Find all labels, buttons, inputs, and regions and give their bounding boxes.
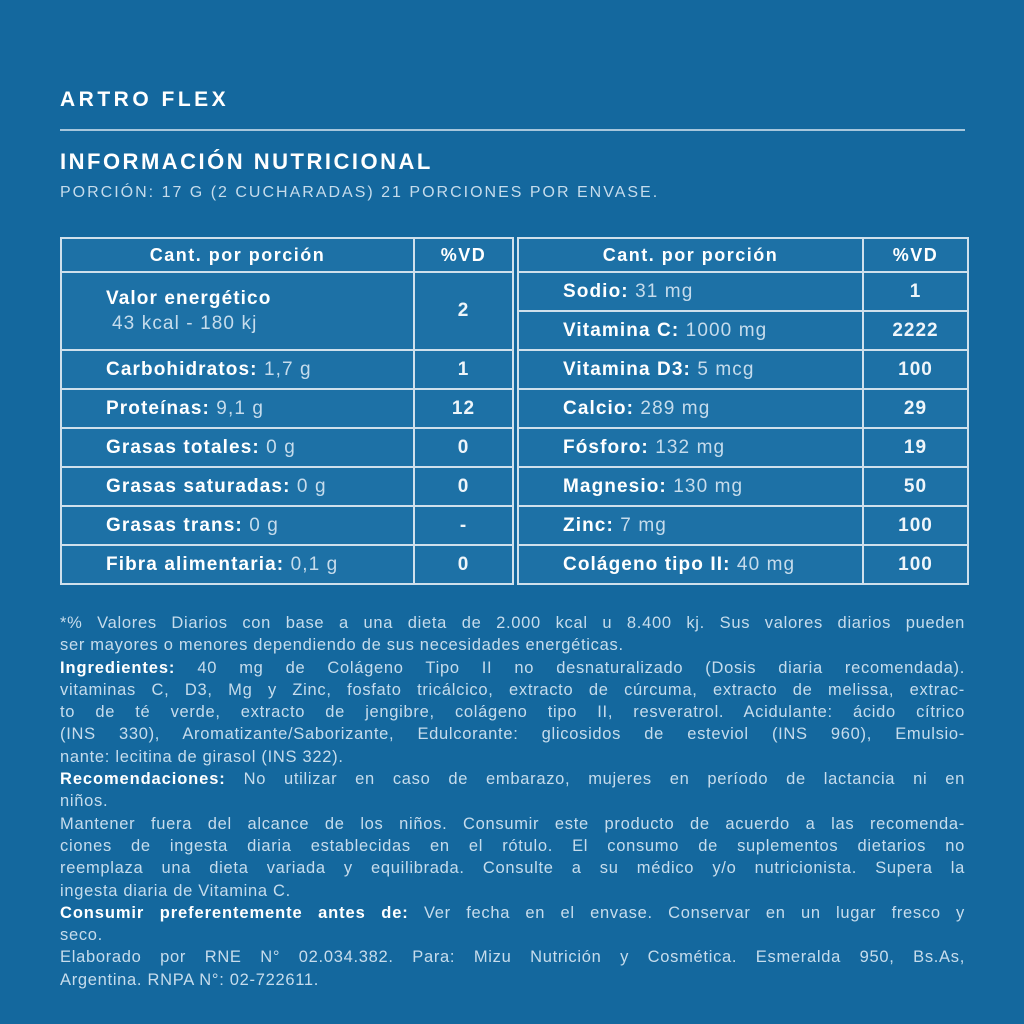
table-row	[61, 389, 513, 428]
table-row	[61, 506, 513, 545]
table-row	[518, 311, 968, 350]
table-row	[61, 545, 513, 584]
row-label: Magnesio: 130 mg	[518, 467, 863, 506]
nutrition-table-left	[60, 237, 514, 585]
row-percent-value: 0	[414, 545, 513, 584]
column-header-percent: %VD	[414, 238, 513, 272]
table-row	[518, 506, 968, 545]
footnote-line: Ingredientes: 40 mg de Colágeno Tipo II no desnaturalizado (Dosis diaria recomendada).	[60, 658, 965, 677]
table-row	[61, 350, 513, 389]
row-percent-value: 2	[414, 272, 513, 350]
table-row	[518, 467, 968, 506]
table-row	[61, 428, 513, 467]
row-percent-value: 19	[863, 428, 968, 467]
nutrition-tables	[60, 237, 965, 585]
row-label: Zinc: 7 mg	[518, 506, 863, 545]
row-label: Vitamina D3: 5 mcg	[518, 350, 863, 389]
footnotes	[60, 612, 965, 991]
footnote-line: reemplaza una dieta variada y equilibrada. Consulte a su médico y/o nutricionista. Supera la	[60, 859, 965, 878]
row-label: Calcio: 289 mg	[518, 389, 863, 428]
section-title: INFORMACIÓN NUTRICIONAL	[60, 149, 433, 174]
row-label: Grasas totales: 0 g	[61, 428, 414, 467]
table-row	[518, 389, 968, 428]
row-label: Carbohidratos: 1,7 g	[61, 350, 414, 389]
footnote-line: Elaborado por RNE N° 02.034.382. Para: Mizu Nutrición y Cosmética. Esmeralda 950, Bs.As,	[60, 948, 965, 967]
footnote-line: to de té verde, extracto de jengibre, colágeno tipo II, resveratrol. Acidulante: ácido cítrico	[60, 703, 965, 722]
footnote-line: ingesta diaria de Vitamina C.	[60, 881, 291, 900]
row-label: Vitamina C: 1000 mg	[518, 311, 863, 350]
table-row	[61, 272, 513, 350]
footnote-line: Argentina. RNPA N°: 02-722611.	[60, 970, 320, 989]
row-percent-value: -	[414, 506, 513, 545]
column-header-amount: Cant. por porción	[61, 238, 414, 272]
row-percent-value: 2222	[863, 311, 968, 350]
table-row	[61, 467, 513, 506]
row-percent-value: 100	[863, 350, 968, 389]
footnote-line: nante: lecitina de girasol (INS 322).	[60, 747, 344, 766]
row-percent-value: 0	[414, 428, 513, 467]
row-label: Proteínas: 9,1 g	[61, 389, 414, 428]
row-label: Sodio: 31 mg	[518, 272, 863, 311]
nutrition-table-right	[517, 237, 969, 585]
row-percent-value: 12	[414, 389, 513, 428]
row-percent-value: 1	[863, 272, 968, 311]
footnote-line: Recomendaciones: No utilizar en caso de embarazo, mujeres en período de lactancia ni en	[60, 770, 965, 789]
table-header-row	[61, 238, 513, 272]
column-header-percent: %VD	[863, 238, 968, 272]
brand-title: ARTRO FLEX	[60, 88, 230, 111]
row-label: Fósforo: 132 mg	[518, 428, 863, 467]
footnote-line: (INS 330), Aromatizante/Saborizante, Edulcorante: glicosidos de esteviol (INS 960), Emulsio-	[60, 725, 965, 744]
row-percent-value: 0	[414, 467, 513, 506]
row-label: Fibra alimentaria: 0,1 g	[61, 545, 414, 584]
footnote-line: ser mayores o menores dependiendo de sus necesidades energéticas.	[60, 636, 624, 655]
column-header-amount: Cant. por porción	[518, 238, 863, 272]
table-row	[518, 428, 968, 467]
table-row	[518, 272, 968, 311]
table-header-row	[518, 238, 968, 272]
row-label: Grasas trans: 0 g	[61, 506, 414, 545]
table-row	[518, 350, 968, 389]
footnote-line: *% Valores Diarios con base a una dieta de 2.000 kcal u 8.400 kj. Sus valores diarios pueden	[60, 614, 965, 632]
row-percent-value: 100	[863, 545, 968, 584]
row-percent-value: 29	[863, 389, 968, 428]
table-row	[518, 545, 968, 584]
row-label: Colágeno tipo II: 40 mg	[518, 545, 863, 584]
footnote-line: niños.	[60, 792, 109, 811]
footnote-line: ciones de ingesta diaria establecidas en el rótulo. El consumo de suplementos dietarios no	[60, 836, 965, 855]
row-sublabel: 43 kcal - 180 kj	[112, 312, 258, 334]
divider-rule	[60, 129, 965, 131]
row-percent-value: 1	[414, 350, 513, 389]
footnote-line: vitaminas C, D3, Mg y Zinc, fosfato tricálcico, extracto de cúrcuma, extracto de melissa, extrac-	[60, 680, 965, 699]
row-label: Grasas saturadas: 0 g	[61, 467, 414, 506]
row-percent-value: 100	[863, 506, 968, 545]
footnote-line: seco.	[60, 926, 103, 945]
row-label: Valor energético 43 kcal - 180 kj	[61, 272, 414, 350]
footnote-line: Mantener fuera del alcance de los niños. Consumir este producto de acuerdo a las recomenda-	[60, 814, 965, 833]
footnote-line: Consumir preferentemente antes de: Ver fecha en el envase. Conservar en un lugar fresco y	[60, 903, 965, 922]
row-percent-value: 50	[863, 467, 968, 506]
portion-info: PORCIÓN: 17 G (2 CUCHARADAS) 21 PORCIONES POR ENVASE.	[60, 184, 660, 201]
